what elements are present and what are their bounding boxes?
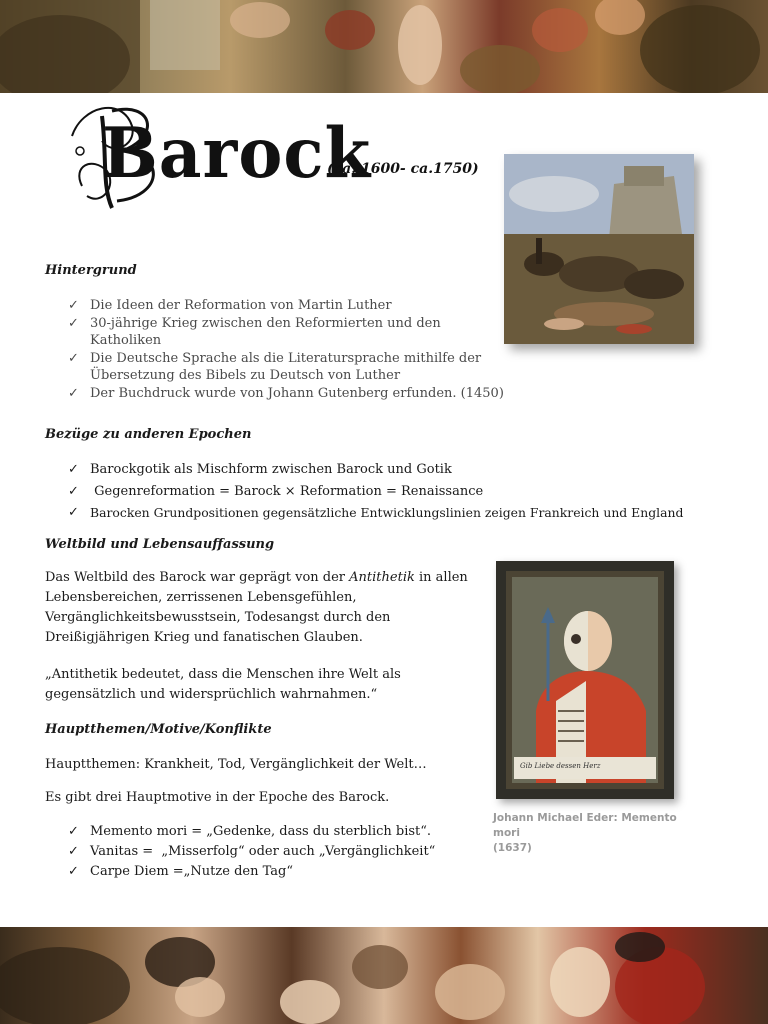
check-icon: ✓ [68,385,79,401]
check-icon: ✓ [68,505,79,520]
list-item: ✓ Gegenreformation = Barock × Reformation = Renaissance [68,481,683,503]
portrait-plaque-text: Gib Liebe dessen Herz [520,762,601,770]
list-item: ✓ Die Ideen der Reformation von Martin Luther [68,298,392,313]
list-item: ✓ Barockgotik als Mischform zwischen Barock und Gotik [68,459,683,481]
heading-hintergrund: Hintergrund [45,263,137,278]
check-icon: ✓ [68,483,79,499]
check-icon: ✓ [68,864,79,879]
list-item-continuation: Übersetzung des Bibels zu Deutsch von Luther [90,368,401,383]
weltbild-paragraph: Das Weltbild des Barock war geprägt von der Antithetik in allen Lebensbereichen, zerrissenen Lebensgefühlen, Vergänglichkeitsbewusstsein, Todesangst durch den Dreißigjährigen Krieg und fanatischen Glauben. [45,570,468,645]
bottom-banner-painting [0,927,768,1024]
check-icon: ✓ [68,350,79,366]
heading-bezuege: Bezüge zu anderen Epochen [45,427,252,442]
antithetik-quote: „Antithetik bedeutet, dass die Menschen ihre Welt als gegensätzlich und widersprüchlich wahrnahmen.“ [45,667,401,702]
check-icon: ✓ [68,844,79,859]
hauptthemen-line: Hauptthemen: Krankheit, Tod, Vergänglichkeit der Welt… [45,757,427,772]
title-block [62,96,372,216]
battle-painting [504,154,694,344]
list-bezuege [68,459,683,524]
heading-weltbild: Weltbild und Lebensauffassung [45,537,275,552]
check-icon: ✓ [68,315,79,331]
era-dates: (ca. 1600- ca.1750) [327,161,479,177]
portrait-caption: Johann Michael Eder: Memento mori (1637) [493,812,677,854]
check-icon: ✓ [68,462,79,477]
heading-hauptthemen: Hauptthemen/Motive/Konflikte [45,722,272,737]
list-item: ✓ 30-jährige Krieg zwischen den Reformierten und den [68,315,441,331]
check-icon: ✓ [68,824,79,839]
check-icon: ✓ [68,298,79,313]
hauptmotive-intro: Es gibt drei Hauptmotive in der Epoche des Barock. [45,790,390,805]
list-item: ✓ Carpe Diem =„Nutze den Tag“ [68,862,435,882]
top-banner-painting [0,0,768,93]
list-item: ✓ Vanitas = „Misserfolg“ oder auch „Vergänglichkeit“ [68,842,435,862]
list-hauptmotive [68,822,435,882]
list-item: ✓ Die Deutsche Sprache als die Literatursprache mithilfe der [68,350,482,366]
list-item-continuation: Katholiken [90,333,162,348]
list-item: ✓ Der Buchdruck wurde von Johann Gutenberg erfunden. (1450) [68,385,504,401]
page-title: Barock [102,112,372,194]
list-item: ✓ Barocken Grundpositionen gegensätzliche Entwicklungslinien zeigen Frankreich und England [68,502,683,524]
list-item: ✓ Memento mori = „Gedenke, dass du sterblich bist“. [68,822,435,842]
list-hintergrund [68,297,504,402]
memento-mori-portrait [496,561,674,799]
